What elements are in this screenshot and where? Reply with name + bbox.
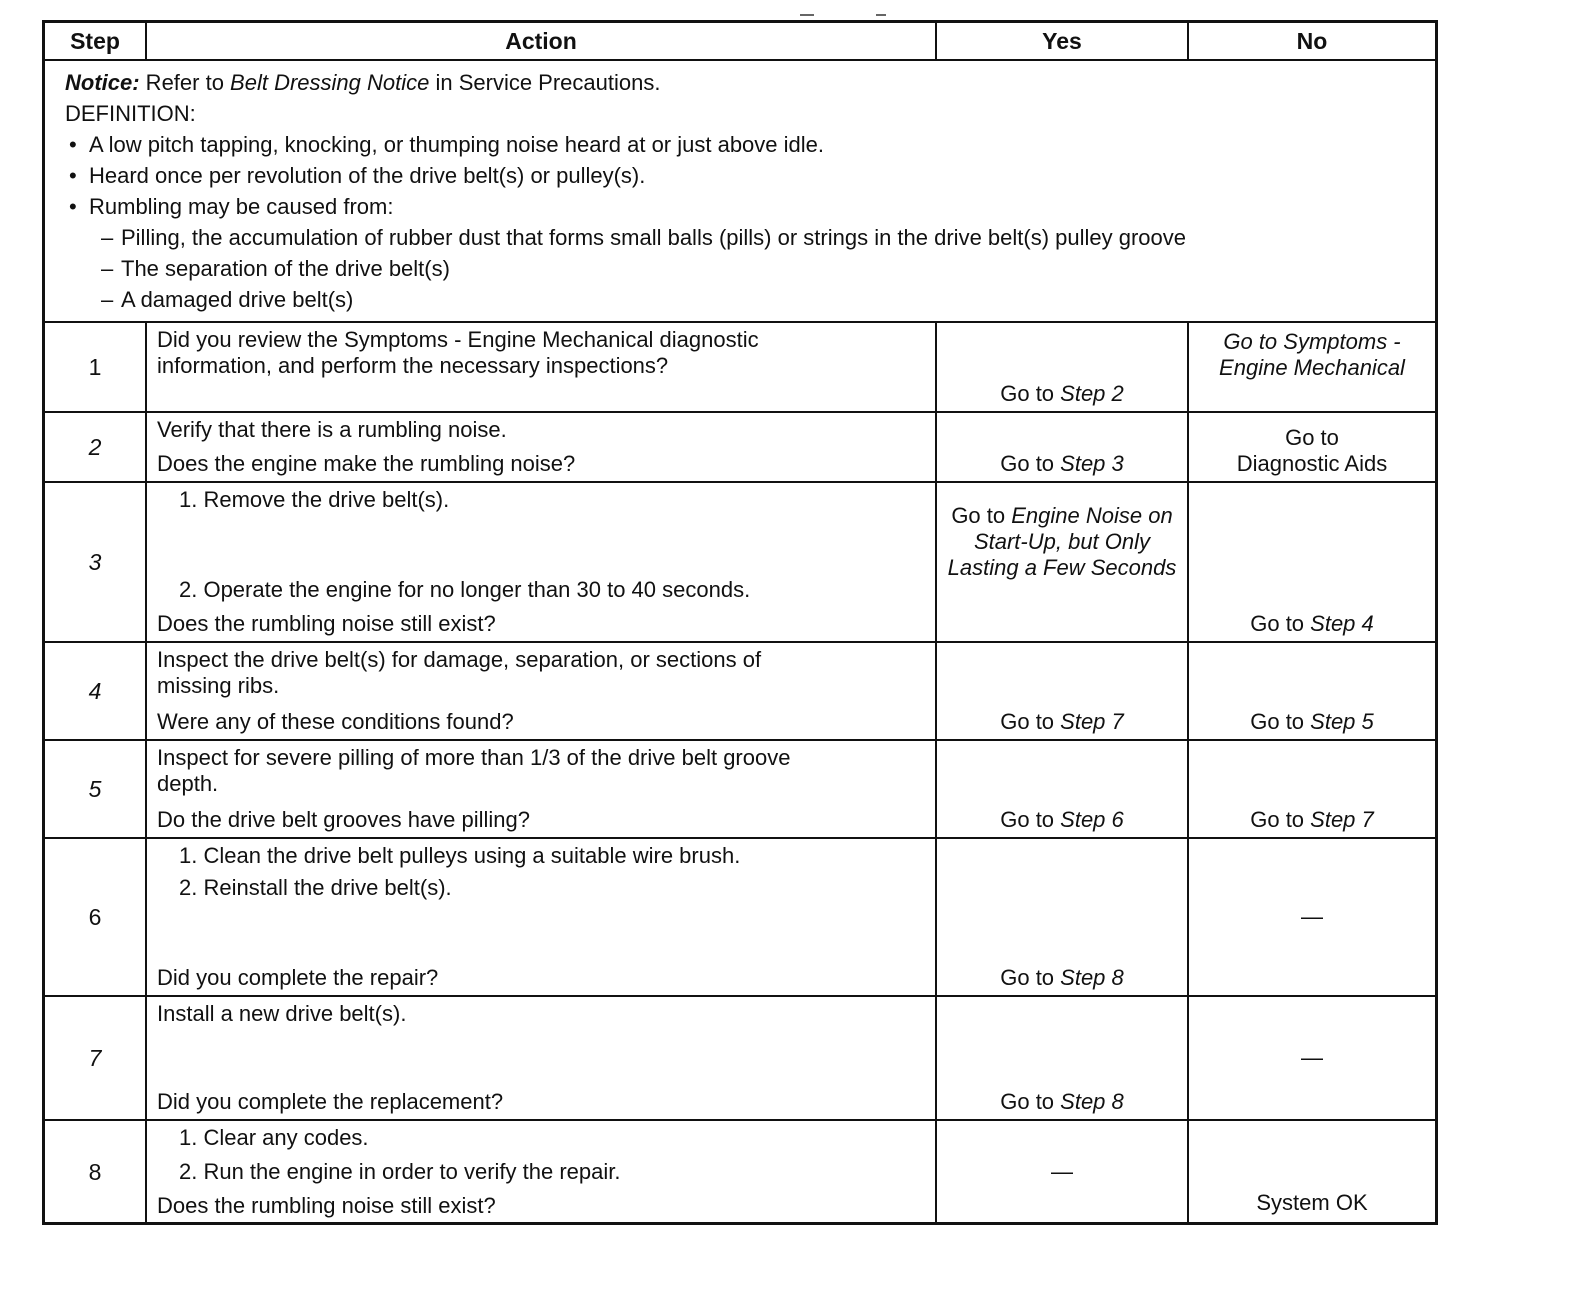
yes-cell — [935, 483, 1187, 641]
list-item: – The separation of the drive belt(s) — [65, 253, 1435, 284]
yes-text: Go to — [1000, 1089, 1061, 1114]
table-row — [45, 1119, 1435, 1222]
question-text: Does the rumbling noise still exist? — [157, 611, 496, 636]
definition-list — [65, 129, 1435, 315]
question-text: Were any of these conditions found? — [157, 709, 514, 734]
no-text: Go to — [1250, 709, 1311, 734]
action-cell — [145, 839, 935, 995]
no-cell — [1187, 413, 1435, 481]
yes-cell — [935, 1121, 1187, 1222]
yes-cell — [935, 997, 1187, 1119]
list-item: • Rumbling may be caused from: — [65, 191, 1435, 222]
no-cell — [1187, 1121, 1435, 1222]
yes-link[interactable]: Step 7 — [1060, 709, 1124, 734]
action-text: Inspect the drive belt(s) for damage, separation, or sections of missing ribs. — [157, 647, 762, 698]
yes-cell — [935, 839, 1187, 995]
yes-text: Go to — [1000, 709, 1061, 734]
action-substep: 2. Reinstall the drive belt(s). — [179, 875, 452, 900]
no-cell — [1187, 643, 1435, 739]
yes-text: Go to — [1000, 807, 1061, 832]
notice-link: Belt Dressing Notice — [230, 70, 430, 95]
yes-cell — [935, 741, 1187, 837]
no-link[interactable]: Step 4 — [1310, 611, 1374, 636]
action-cell — [145, 997, 935, 1119]
table-row — [45, 995, 1435, 1119]
no-text: Go to — [1250, 611, 1311, 636]
table-row — [45, 411, 1435, 481]
notice-line — [65, 67, 1435, 98]
action-cell — [145, 1121, 935, 1222]
notice-text: Refer to — [139, 70, 231, 95]
action-substep: 1. Remove the drive belt(s). — [179, 487, 450, 512]
table-row — [45, 837, 1435, 995]
yes-text: Go to — [951, 503, 1012, 528]
yes-link[interactable]: Step 8 — [1060, 965, 1124, 990]
action-substep: 1. Clear any codes. — [179, 1125, 369, 1150]
question-text: Do the drive belt grooves have pilling? — [157, 807, 531, 832]
diagnostic-table — [42, 20, 1438, 1225]
step-number: 4 — [88, 678, 102, 704]
no-cell — [1187, 483, 1435, 641]
no-cell — [1187, 741, 1435, 837]
action-cell — [145, 413, 935, 481]
question-text: Did you complete the repair? — [157, 965, 439, 990]
no-link[interactable]: Step 5 — [1310, 709, 1374, 734]
step-number: 7 — [88, 1045, 102, 1071]
scan-mark — [800, 14, 814, 16]
action-cell — [145, 741, 935, 837]
list-item: – Pilling, the accumulation of rubber dust that forms small balls (pills) or strings in the drive belt(s) pulley groove — [65, 222, 1435, 253]
yes-text: Go to — [1000, 381, 1061, 406]
no-cell — [1187, 323, 1435, 411]
question-text: Did you complete the replacement? — [157, 1089, 504, 1114]
action-text: Inspect for severe pilling of more than 1/3 of the drive belt groove depth. — [157, 745, 791, 796]
action-text: Install a new drive belt(s). — [157, 1001, 407, 1026]
no-text: Go to — [1250, 807, 1311, 832]
action-cell — [145, 323, 935, 411]
scan-mark — [876, 14, 886, 16]
action-substep: 2. Operate the engine for no longer than 30 to 40 seconds. — [179, 577, 751, 602]
no-link[interactable]: Go to Symptoms - Engine Mechanical — [1219, 329, 1405, 380]
no-text: — — [1301, 904, 1323, 929]
list-item: • Heard once per revolution of the drive belt(s) or pulley(s). — [65, 160, 1435, 191]
question-text: Does the engine make the rumbling noise? — [157, 451, 576, 476]
yes-link[interactable]: Engine Noise on Start-Up, but Only Lasting a Few Seconds — [947, 503, 1177, 580]
step-number: 8 — [88, 1158, 102, 1185]
header-no: No — [1187, 23, 1435, 59]
header-action: Action — [145, 23, 935, 59]
step-number: 5 — [88, 776, 102, 802]
action-cell — [145, 483, 935, 641]
step-number: 3 — [88, 549, 102, 575]
header-yes: Yes — [935, 23, 1187, 59]
yes-link[interactable]: Step 8 — [1060, 1089, 1124, 1114]
no-text: — — [1301, 1045, 1323, 1070]
header-step: Step — [70, 27, 120, 54]
yes-cell — [935, 413, 1187, 481]
table-row — [45, 739, 1435, 837]
notice-label: Notice: — [65, 70, 140, 95]
step-number: 2 — [88, 434, 102, 460]
action-text: Verify that there is a rumbling noise. — [157, 417, 507, 442]
no-link[interactable]: Step 7 — [1310, 807, 1374, 832]
yes-text: Go to — [1000, 965, 1061, 990]
notice-text: in Service Precautions. — [429, 70, 661, 95]
no-cell — [1187, 997, 1435, 1119]
no-cell — [1187, 839, 1435, 995]
yes-link[interactable]: Step 3 — [1060, 451, 1124, 476]
table-row — [45, 321, 1435, 411]
action-cell — [145, 643, 935, 739]
yes-cell — [935, 643, 1187, 739]
no-text: Go to — [1285, 425, 1339, 450]
table-row — [45, 481, 1435, 641]
table-row — [45, 641, 1435, 739]
definition-heading: DEFINITION: — [65, 101, 196, 126]
step-number: 6 — [88, 904, 102, 930]
no-text: System OK — [1256, 1190, 1368, 1215]
action-text: Did you review the Symptoms - Engine Mechanical diagnostic information, and perform the necessary inspections? — [157, 327, 759, 378]
step-number: 1 — [88, 354, 102, 380]
notice-section — [45, 59, 1435, 321]
yes-link[interactable]: Step 2 — [1060, 381, 1124, 406]
question-text: Does the rumbling noise still exist? — [157, 1193, 496, 1218]
yes-text: — — [1051, 1158, 1073, 1184]
list-item: – A damaged drive belt(s) — [65, 284, 1435, 315]
list-item: • A low pitch tapping, knocking, or thumping noise heard at or just above idle. — [65, 129, 1435, 160]
yes-link[interactable]: Step 6 — [1060, 807, 1124, 832]
no-link[interactable]: Diagnostic Aids — [1236, 451, 1388, 476]
yes-text: Go to — [1000, 451, 1061, 476]
yes-cell — [935, 323, 1187, 411]
table-header — [45, 23, 1435, 59]
action-substep: 2. Run the engine in order to verify the repair. — [179, 1159, 621, 1184]
action-substep: 1. Clean the drive belt pulleys using a suitable wire brush. — [179, 843, 741, 868]
